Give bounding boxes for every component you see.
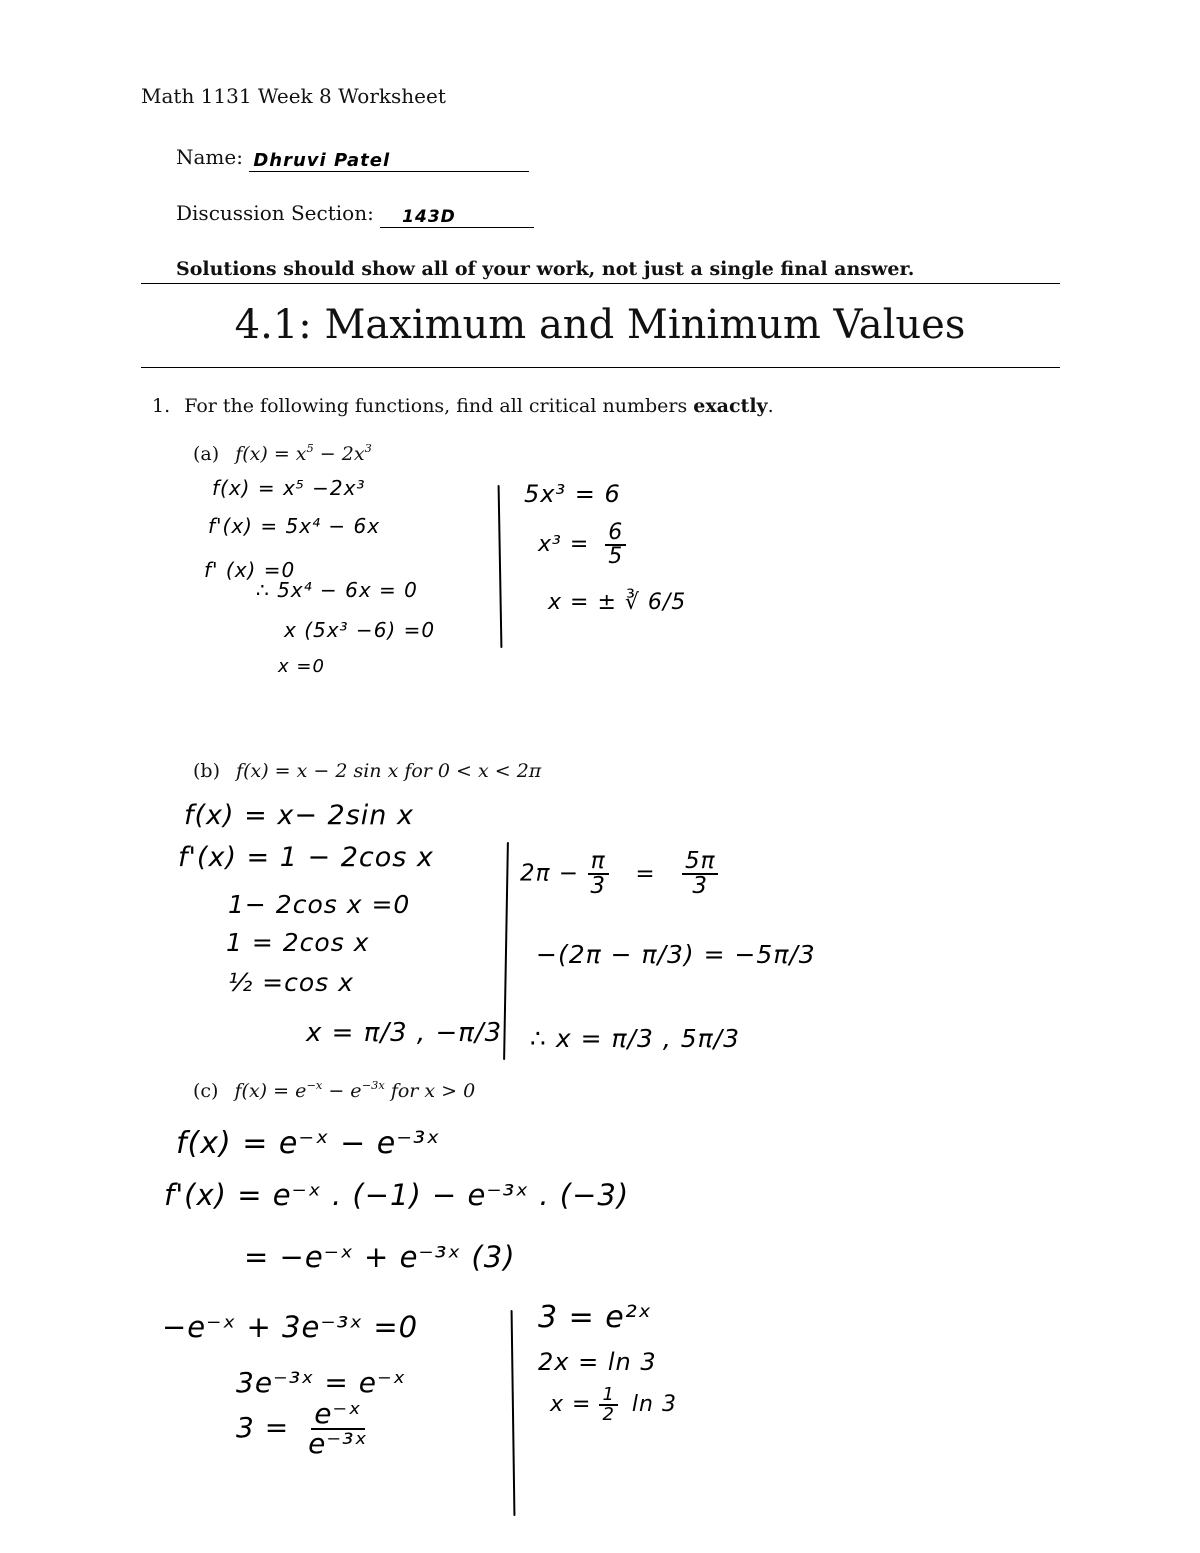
part-a-mid: − 2x [313,443,365,465]
fraction [682,850,718,898]
course-title: Math 1131 Week 8 Worksheet [141,84,446,108]
part-b-function: f(x) = x − 2 sin x for 0 < x < 2π [236,760,542,782]
part-a-prompt [193,443,372,465]
part-a-exp1: 5 [306,441,314,456]
work-line: = −e⁻ˣ + e⁻³ˣ (3) [244,1240,516,1274]
part-b-prompt [193,760,541,782]
work-line: x = π/3 , −π/3 [306,1018,503,1048]
work-line [538,522,626,568]
part-c-post: for x > 0 [384,1080,476,1102]
section-row [176,201,534,226]
work-text: = [635,860,656,887]
work-line: 1 = 2cos x [226,928,370,957]
part-a-divider [498,485,503,648]
work-text: ln 3 [631,1392,677,1417]
name-value: Dhruvi Patel [253,150,391,171]
part-c-prompt [193,1080,475,1102]
work-line [520,850,718,898]
part-c-mid: − e [322,1080,362,1102]
work-line: x =0 [278,656,325,677]
work-line: f(x) = x⁵ −2x³ [212,476,366,500]
work-line: 1− 2cos x =0 [228,890,411,919]
fraction-den: 5 [608,544,624,569]
section-field[interactable] [380,203,534,228]
part-a-f: f(x) = x [235,443,307,465]
name-label: Name: [176,145,243,169]
work-line: f'(x) = e⁻ˣ . (−1) − e⁻³ˣ . (−3) [164,1178,630,1212]
work-line: −e⁻ˣ + 3e⁻³ˣ =0 [162,1310,419,1344]
work-line: ½ =cos x [228,968,354,997]
fraction-num: e⁻ˣ [311,1400,364,1430]
fraction [587,850,609,898]
work-line: x = ± ∛ 6/5 [548,590,687,615]
fraction-num: π [588,850,609,875]
section-value: 143D [402,207,456,227]
work-line: x (5x³ −6) =0 [284,618,436,642]
work-line [236,1397,371,1460]
fraction-den: 3 [692,873,708,899]
rule-top [141,283,1060,284]
fraction-num: 6 [605,522,626,546]
section-label: Discussion Section: [176,201,374,225]
fraction [305,1397,371,1460]
part-c-exp1: −x [306,1078,323,1093]
work-line: 5x³ = 6 [524,480,621,508]
name-row [176,145,529,170]
part-b-divider [503,842,509,1060]
part-a-label: (a) [193,443,220,465]
work-line: −(2π − π/3) = −5π/3 [536,940,816,969]
part-c-label: (c) [193,1080,219,1102]
work-line: ∴ x = π/3 , 5π/3 [530,1024,740,1053]
work-line: 3e⁻³ˣ = e⁻ˣ [236,1366,407,1399]
part-c-exp2: −3x [361,1078,385,1093]
problem-number: 1. [152,395,171,417]
name-field[interactable] [249,147,529,172]
part-c-divider [511,1310,516,1516]
work-line: 3 = e²ˣ [538,1300,653,1335]
work-text: 3 = [236,1411,290,1444]
problem-text: For the following functions, find all critical numbers [184,395,688,417]
work-line: ∴ 5x⁴ − 6x = 0 [256,578,418,602]
work-line: f(x) = e⁻ˣ − e⁻³ˣ [176,1126,441,1161]
fraction-den: 3 [590,873,607,899]
fraction [605,522,626,568]
problem-text-end: . [767,395,774,417]
work-text: x³ = [538,532,590,557]
fraction [599,1386,617,1424]
instructions: Solutions should show all of your work, not just a single final answer. [176,258,915,280]
problem-1 [152,395,774,417]
work-line: f' (x) =0 [204,558,296,582]
work-line: 2x = ln 3 [538,1348,657,1376]
work-line: f'(x) = 5x⁴ − 6x [208,514,381,538]
part-a-exp2: 3 [364,441,372,456]
part-b-label: (b) [193,760,220,782]
work-text: 2π − [520,860,580,887]
fraction-den: 2 [602,1404,615,1425]
work-line [550,1386,677,1424]
fraction-den: e⁻³ˣ [308,1427,368,1460]
part-c-f: f(x) = e [234,1080,307,1102]
section-title: 4.1: Maximum and Minimum Values [234,302,966,348]
fraction-num: 1 [599,1386,617,1406]
work-line: f'(x) = 1 − 2cos x [178,842,434,873]
fraction-num: 5π [682,850,718,875]
problem-text-bold: exactly [693,395,768,417]
work-line: f(x) = x− 2sin x [184,800,414,831]
work-text: x = [550,1392,592,1417]
rule-bottom [141,367,1060,368]
